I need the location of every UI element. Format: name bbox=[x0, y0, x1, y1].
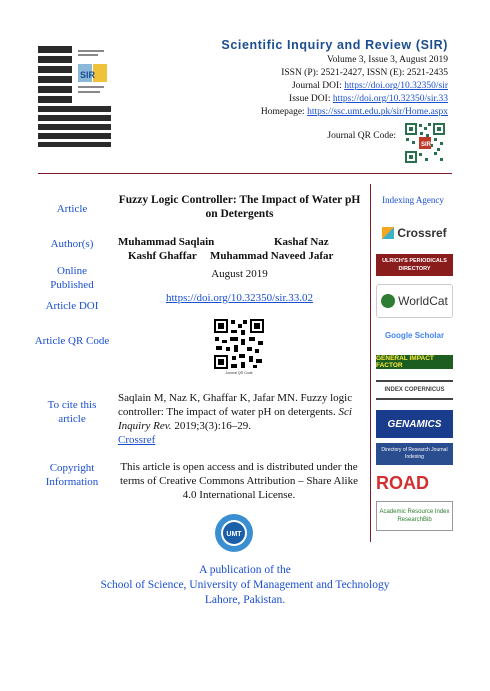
copyright-text: This article is open access and is distributed under the terms of Creative Commons Attribution – Share Alike 4.0 International License. bbox=[120, 461, 358, 501]
svg-text:UMT: UMT bbox=[226, 531, 242, 538]
citation-volume: 2019;3(3):16–29. bbox=[171, 420, 252, 432]
researchbib-logo-text: Academic Resource Index ResearchBib bbox=[379, 509, 450, 523]
author-name: Kashaf Naz bbox=[274, 236, 329, 248]
issue-doi-line bbox=[289, 94, 448, 104]
drji-logo[interactable] bbox=[376, 443, 453, 465]
index-copernicus-logo[interactable] bbox=[376, 380, 453, 400]
author-name: Muhammad Naveed Jafar bbox=[210, 250, 334, 262]
homepage-line bbox=[261, 107, 448, 117]
journal-doi-link[interactable]: https://doi.org/10.32350/sir bbox=[344, 81, 448, 91]
genamics-logo-text: GENAMICS bbox=[387, 418, 442, 430]
journal-qr-code bbox=[404, 122, 446, 164]
label-article-qr: Article QR Code bbox=[34, 335, 110, 347]
road-logo-text: ROAD bbox=[376, 472, 429, 493]
journal-doi-line bbox=[292, 81, 448, 91]
google-scholar-logo[interactable] bbox=[376, 323, 453, 347]
umt-logo bbox=[214, 513, 254, 553]
crossref-mark-icon bbox=[382, 227, 394, 239]
homepage-label: Homepage: bbox=[260, 107, 308, 117]
crossref-logo-text: Crossref bbox=[397, 226, 447, 240]
crossref-logo[interactable] bbox=[376, 222, 453, 244]
issn-line: ISSN (P): 2521-2427, ISSN (E): 2521-2435 bbox=[281, 68, 448, 78]
globe-icon bbox=[381, 294, 395, 308]
worldcat-logo-text: WorldCat bbox=[398, 294, 448, 308]
label-article: Article bbox=[56, 203, 88, 215]
journal-cover-image bbox=[38, 42, 111, 149]
article-title: Fuzzy Logic Controller: The Impact of Water pH on Detergents bbox=[118, 194, 361, 220]
genamics-logo[interactable] bbox=[376, 410, 453, 438]
svg-text:SIR: SIR bbox=[80, 70, 96, 80]
journal-name: Scientific Inquiry and Review (SIR) bbox=[221, 38, 448, 52]
article-qr-code bbox=[213, 318, 265, 370]
journal-qr-label: Journal QR Code: bbox=[327, 131, 396, 141]
ulrichs-logo[interactable] bbox=[376, 254, 453, 276]
label-copyright: Copyright Information bbox=[45, 462, 99, 488]
issue-doi-label: Issue DOI: bbox=[289, 94, 333, 104]
journal-doi-label: Journal DOI: bbox=[291, 81, 345, 91]
author-name: Kashf Ghaffar bbox=[128, 250, 197, 262]
publication-line-3: Lahore, Pakistan. bbox=[204, 594, 286, 606]
author-name: Muhammad Saqlain bbox=[118, 236, 215, 248]
ulrichs-logo-text: ULRICH'S PERIODICALS DIRECTORY bbox=[382, 258, 447, 272]
citation-text: Saqlain M, Naz K, Ghaffar K, Jafar MN. Fuzzy logic controller: The impact of water pH on detergents. bbox=[118, 392, 353, 418]
article-doi-link[interactable]: https://doi.org/10.32350/sir.33.02 bbox=[165, 292, 314, 304]
indexing-divider bbox=[370, 184, 371, 542]
citation bbox=[118, 391, 364, 447]
drji-logo-text: Directory of Research Journal Indexing bbox=[381, 447, 448, 460]
homepage-link[interactable]: https://ssc.umt.edu.pk/sir/Home.aspx bbox=[307, 107, 448, 117]
indexing-heading: Indexing Agency bbox=[382, 195, 444, 205]
published-date: August 2019 bbox=[211, 268, 268, 280]
worldcat-logo[interactable] bbox=[376, 284, 453, 318]
general-impact-factor-logo-text: GENERAL IMPACT FACTOR bbox=[376, 355, 434, 369]
google-scholar-logo-text: Google Scholar bbox=[384, 330, 445, 340]
label-online-published: Online Published bbox=[50, 265, 94, 291]
header-divider bbox=[38, 173, 452, 174]
index-copernicus-logo-text: INDEX COPERNICUS bbox=[384, 387, 445, 393]
volume-line: Volume 3, Issue 3, August 2019 bbox=[327, 55, 448, 65]
issue-doi-link[interactable]: https://doi.org/10.32350/sir.33 bbox=[332, 94, 448, 104]
general-impact-factor-logo[interactable] bbox=[376, 355, 453, 369]
article-doi-container bbox=[118, 292, 361, 304]
publication-line-2: School of Science, University of Management and Technology bbox=[100, 579, 390, 591]
article-qr-caption: Journal QR Code bbox=[225, 371, 253, 375]
label-cite: To cite this article bbox=[47, 399, 97, 425]
label-authors: Author(s) bbox=[50, 238, 94, 250]
researchbib-logo[interactable] bbox=[376, 501, 453, 531]
label-article-doi: Article DOI bbox=[45, 300, 99, 312]
publication-line-1: A publication of the bbox=[199, 564, 291, 576]
svg-text:SIR: SIR bbox=[421, 142, 432, 148]
crossref-link[interactable]: Crossref bbox=[118, 434, 156, 446]
road-logo[interactable] bbox=[376, 471, 453, 495]
citation-journal: Sci Inquiry Rev. bbox=[118, 406, 352, 432]
